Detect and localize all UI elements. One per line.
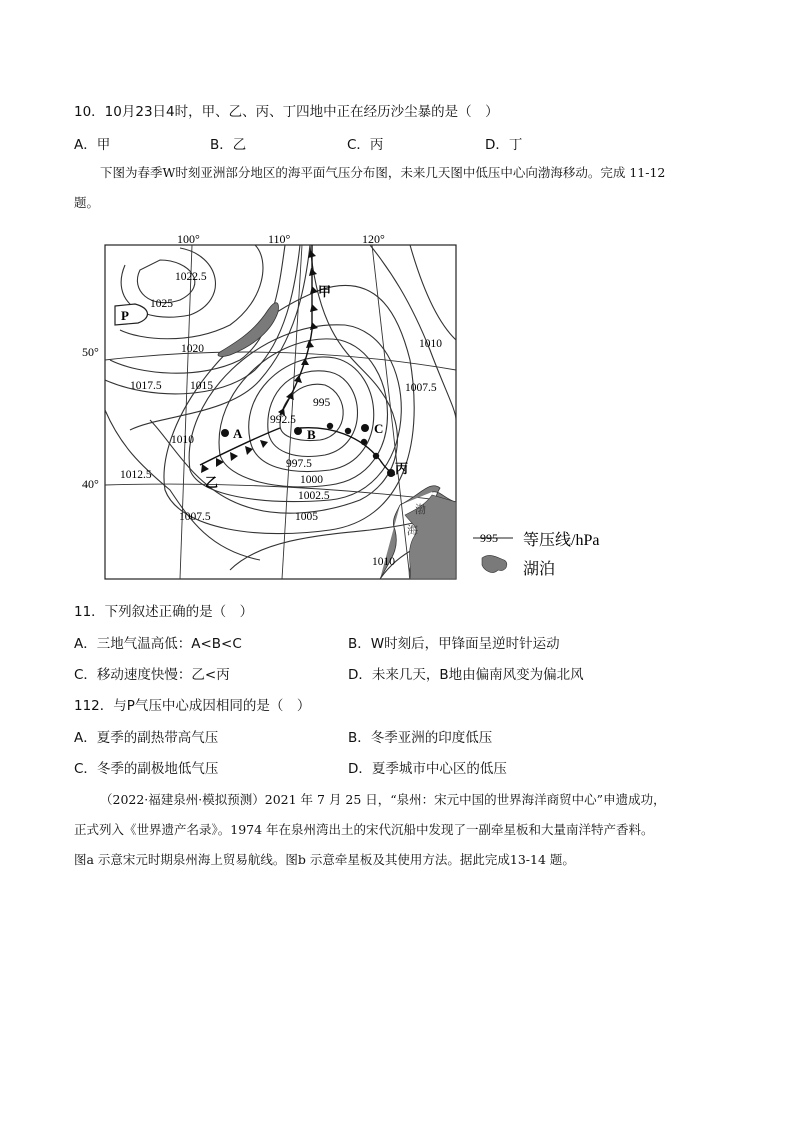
q10-option-c[interactable]: C．丙 xyxy=(347,137,384,153)
isobar-label: 1007.5 xyxy=(405,382,437,394)
sea-label-bo: 渤 xyxy=(415,504,426,516)
label-b: B xyxy=(307,427,316,442)
q11-option-d[interactable]: D．未来几天，B地由偏南风变为偏北风 xyxy=(348,667,584,683)
q12-option-d[interactable]: D．夏季城市中心区的低压 xyxy=(348,761,507,777)
isobar-label: 1017.5 xyxy=(130,380,162,392)
isobar-label: 1010 xyxy=(171,434,194,446)
point-c xyxy=(361,424,369,432)
q12-option-a[interactable]: A．夏季的副热带高气压 xyxy=(74,730,219,746)
isobar-label: 1012.5 xyxy=(120,469,152,481)
label-jia: 甲 xyxy=(318,284,332,299)
label-a: A xyxy=(233,426,243,441)
lat-label-40: 40° xyxy=(82,477,99,491)
point-bing xyxy=(387,469,395,477)
lat-label-50: 50° xyxy=(82,345,99,359)
isobar-label: 1025 xyxy=(150,298,173,310)
q10-option-a[interactable]: A．甲 xyxy=(74,137,111,153)
isobar-label: 1002.5 xyxy=(298,490,330,502)
isobar-label: 1010 xyxy=(419,338,442,350)
lon-label-120: 120° xyxy=(362,232,385,246)
intro-13-14-line1: （2022·福建泉州·模拟预测）2021 年 7 月 25 日，“泉州：宋元中国的世界海洋商贸中心”申遗成功， xyxy=(100,792,666,807)
label-yi: 乙 xyxy=(205,475,219,490)
legend-lake-icon xyxy=(482,555,507,572)
label-c: C xyxy=(374,421,384,436)
lon-label-110: 110° xyxy=(268,232,291,246)
legend-isobar-sample: 995 xyxy=(480,531,498,545)
q10-stem: 10．10月23日4时，甲、乙、丙、丁四地中正在经历沙尘暴的是（ ） xyxy=(74,104,499,120)
isobar-label: 997.5 xyxy=(286,458,312,470)
isobar-label: 1000 xyxy=(300,474,323,486)
isobar-label: 995 xyxy=(313,397,331,409)
point-b xyxy=(294,427,302,435)
isobar-label: 1022.5 xyxy=(175,271,207,283)
q12-stem: 112．与P气压中心成因相同的是（ ） xyxy=(74,698,311,714)
isobar-label: 992.5 xyxy=(270,414,296,426)
q10-option-d[interactable]: D．丁 xyxy=(485,137,523,153)
intro-11-12-line1: 下图为春季W时刻亚洲部分地区的海平面气压分布图，未来几天图中低压中心向渤海移动。完成 11-12 xyxy=(100,165,666,180)
lon-label-100: 100° xyxy=(177,232,200,246)
legend-lake-text: 湖泊 xyxy=(523,561,556,578)
q10-option-b[interactable]: B．乙 xyxy=(210,137,247,153)
isobar-label: 1020 xyxy=(181,343,204,355)
isobar-label: 1015 xyxy=(190,380,213,392)
legend xyxy=(473,531,599,578)
q11-option-b[interactable]: B．W时刻后，甲锋面呈逆时针运动 xyxy=(348,636,560,652)
isobar-label: 1007.5 xyxy=(179,511,211,523)
legend-isobar-text: 等压线/hPa xyxy=(523,532,600,549)
q12-option-b[interactable]: B．冬季亚洲的印度低压 xyxy=(348,730,493,746)
isobar-label: 1005 xyxy=(295,511,318,523)
sea-label-hai: 海 xyxy=(407,525,418,537)
q11-option-a[interactable]: A．三地气温高低：A<B<C xyxy=(74,636,242,652)
q11-option-c[interactable]: C．移动速度快慢：乙<丙 xyxy=(74,667,230,683)
intro-13-14-line3: 图a 示意宋元时期泉州海上贸易航线。图b 示意牵星板及其使用方法。据此完成13-14 题。 xyxy=(74,852,575,867)
label-bing: 丙 xyxy=(395,461,409,476)
point-a xyxy=(221,429,229,437)
intro-11-12-line2: 题。 xyxy=(74,195,100,210)
q12-option-c[interactable]: C．冬季的副极地低气压 xyxy=(74,761,219,777)
label-p: P xyxy=(121,308,129,323)
isobar-label: 1010 xyxy=(372,556,395,568)
q11-stem: 11．下列叙述正确的是（ ） xyxy=(74,604,254,620)
pressure-map xyxy=(80,230,640,590)
intro-13-14-line2: 正式列入《世界遗产名录》。1974 年在泉州湾出土的宋代沉船中发现了一副牵星板和大量南洋特产香料。 xyxy=(74,822,654,837)
